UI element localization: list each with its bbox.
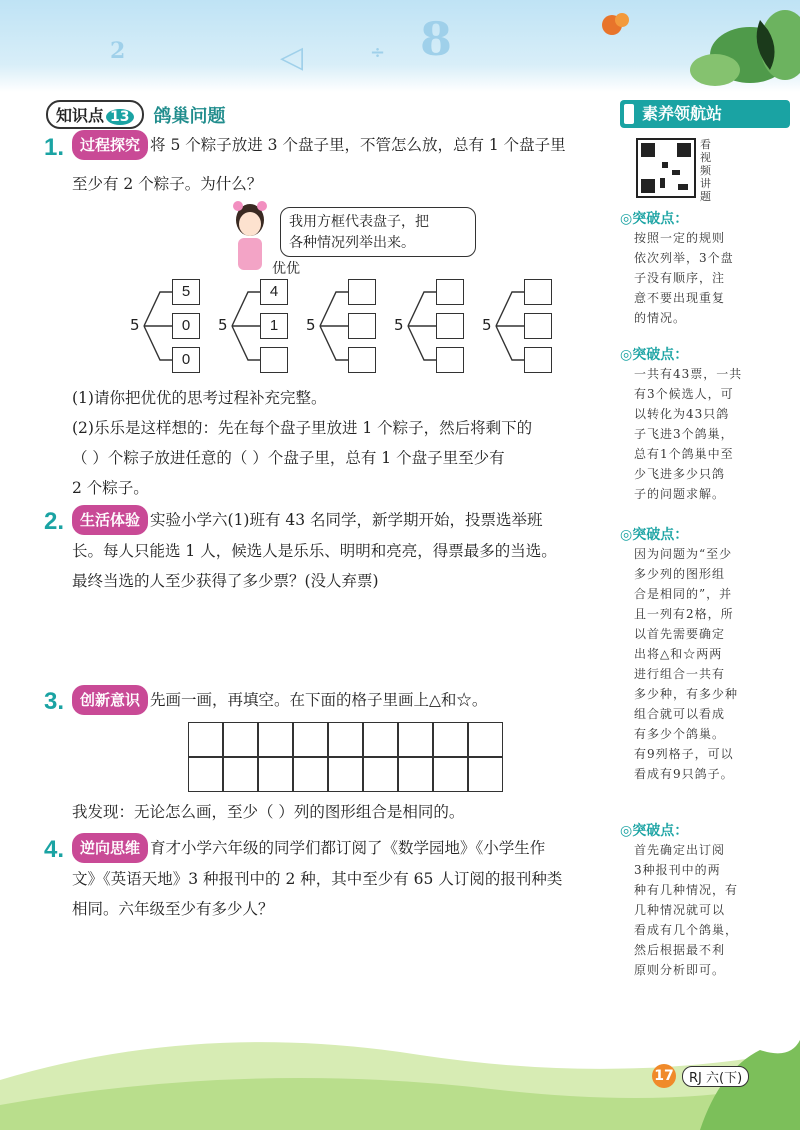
plate-box: 0 [172, 313, 200, 339]
plate-box-blank[interactable] [436, 347, 464, 373]
edition-label: RJ 六(下) [682, 1066, 749, 1087]
grid-cell[interactable] [328, 757, 363, 792]
plate-box-blank[interactable] [524, 313, 552, 339]
character-name: 优优 [272, 261, 300, 277]
plate-box: 4 [260, 279, 288, 305]
plate-box: 0 [172, 347, 200, 373]
plate-box-blank[interactable] [348, 313, 376, 339]
tip-block: ◎突破点： 按照一定的规则 依次列举，3个盘 子没有顺序，注 意不要出现重复 的情况。 [620, 211, 734, 325]
watch-video-label[interactable]: 看视频讲题 [700, 138, 711, 203]
plate-box-blank[interactable] [348, 347, 376, 373]
tree-root: 5 [306, 316, 316, 334]
lighthouse-icon [624, 104, 634, 124]
page-number: 17 [652, 1064, 676, 1088]
grid-cell[interactable] [468, 757, 503, 792]
sidebar [620, 100, 790, 1040]
decor-number: 2 [110, 38, 126, 64]
decor-triangle: ◁ [280, 40, 304, 75]
grid-cell[interactable] [293, 757, 328, 792]
plate-box-blank[interactable] [436, 313, 464, 339]
plate-box-blank[interactable] [348, 279, 376, 305]
grid-cell[interactable] [258, 757, 293, 792]
topic-header [46, 100, 226, 129]
question-2: 生活体验 实验小学六(1)班有 43 名同学，新学期开始，投票选举班 长。每人只能选 1 人，候选人是乐乐、明明和亮亮，得票最多的当选。 最终当选的人至少获得了多少票？(没人弃票) [72, 505, 617, 595]
speech-bubble: 我用方框代表盘子，把 各种情况列举出来。 [280, 207, 476, 257]
question-tag: 逆向思维 [72, 833, 148, 863]
grid-cell[interactable] [223, 757, 258, 792]
question-number: 4. [44, 836, 65, 863]
girl-character-illustration [228, 198, 276, 276]
grid-cell[interactable] [398, 757, 433, 792]
question-number: 2. [44, 508, 65, 535]
plate-box: 1 [260, 313, 288, 339]
plate-box: 5 [172, 279, 200, 305]
tip-block: ◎突破点： 因为问题为“至少 多少列的图形组 合是相同的”，并 且一列有2格，所 以首先需要确定 出将△和☆两两 进行组合一共有 多少种，有多少种 组合就可以看成 有多少个鸽巢。 有9列格子，可以 看成有9只鸽子。 [620, 527, 739, 781]
tree-root: 5 [482, 316, 492, 334]
leaves-illustration [600, 0, 800, 95]
question-tag: 过程探究 [72, 130, 148, 160]
grid-cell[interactable] [398, 722, 433, 757]
grid-cell[interactable] [293, 722, 328, 757]
enumeration-trees [130, 278, 600, 374]
grid-cell[interactable] [468, 722, 503, 757]
question-1: 过程探究 将 5 个粽子放进 3 个盘子里，不管怎么放，总有 1 个盘子里 至少有 2 个粽子。为什么？ [72, 130, 612, 198]
question-number: 1. [44, 134, 65, 161]
question-tag: 生活体验 [72, 505, 148, 535]
question-4: 逆向思维 育才小学六年级的同学们都订阅了《数学园地》《小学生作 文》《英语天地》3 种报刊中的 2 种，其中至少有 65 人订阅的报刊种类 相同。六年级至少有多少人？ [72, 833, 617, 923]
grid-cell[interactable] [188, 722, 223, 757]
decor-divide: ÷ [370, 42, 386, 63]
tree-root: 5 [218, 316, 228, 334]
question-1-parts: (1)请你把优优的思考过程补充完整。 (2)乐乐是这样想的：先在每个盘子里放进 1 个粽子，然后将剩下的 （ ）个粽子放进任意的（ ）个盘子里，总有 1 个盘子里至少有 2 个粽子。 [72, 389, 533, 497]
plate-box-blank[interactable] [524, 347, 552, 373]
grid-cell[interactable] [363, 757, 398, 792]
drawing-grid[interactable] [188, 722, 503, 792]
tree-root: 5 [130, 316, 140, 334]
qr-code[interactable] [636, 138, 696, 198]
grid-cell[interactable] [188, 757, 223, 792]
tip-block: ◎突破点： 首先确定出订阅 3种报刊中的两 种有几种情况，有 几种情况就可以 看成有几个鸽巢， 然后根据最不利 原则分析即可。 [620, 823, 739, 977]
question-3: 创新意识 先画一画，再填空。在下面的格子里画上△和☆。 [72, 685, 617, 715]
question-3-finding: 我发现：无论怎么画，至少（ ）列的图形组合是相同的。 [72, 803, 465, 821]
knowledge-point-badge: 知识点 13 [46, 100, 144, 129]
plate-box-blank[interactable] [260, 347, 288, 373]
grid-cell[interactable] [363, 722, 398, 757]
grid-cell[interactable] [223, 722, 258, 757]
decor-number: 8 [420, 12, 453, 66]
page-number-badge [652, 1064, 749, 1088]
grid-cell[interactable] [258, 722, 293, 757]
question-number: 3. [44, 688, 65, 715]
plate-box-blank[interactable] [436, 279, 464, 305]
plate-box-blank[interactable] [524, 279, 552, 305]
question-tag: 创新意识 [72, 685, 148, 715]
tip-block: ◎突破点： 一共有43票，一共 有3个候选人，可 以转化为43只鸽 子飞进3个鸽巢， 总有1个鸽巢中至 少飞进多少只鸽 子的问题求解。 [620, 347, 743, 501]
grid-cell[interactable] [328, 722, 363, 757]
topic-title: 鸽巢问题 [153, 105, 226, 127]
grid-cell[interactable] [433, 757, 468, 792]
sidebar-heading: 素养领航站 [620, 100, 790, 128]
grid-cell[interactable] [433, 722, 468, 757]
tree-root: 5 [394, 316, 404, 334]
